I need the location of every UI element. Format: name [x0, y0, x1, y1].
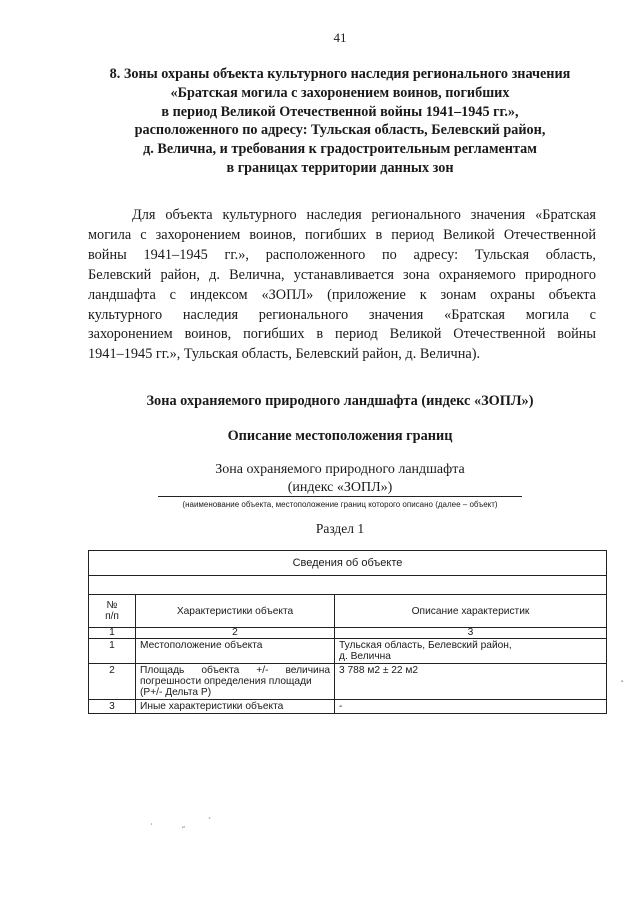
table-row [89, 700, 607, 714]
row-characteristic: Площадь объекта +/- величина погрешности определения площади (Р+/- Дельта Р) [136, 664, 335, 700]
heading-line: в период Великой Отечественной войны 1941–1945 гг.», [161, 103, 519, 120]
table-title: Сведения об объекте [89, 551, 607, 576]
row-number: 3 [89, 700, 136, 714]
row-description: Тульская область, Белевский район, д. Велична [335, 639, 607, 664]
paragraph-line: Для объекта культурного наследия регионального значения «Братская [132, 207, 596, 223]
section-heading [80, 65, 600, 178]
heading-line: 8. Зоны охраны объекта культурного наследия регионального значения [109, 66, 571, 82]
heading-line: д. Велична, и требования к градостроительным регламентам [143, 141, 537, 158]
scan-speck: ˛ [621, 672, 624, 682]
row-characteristic: Иные характеристики объекта [136, 700, 335, 714]
column-header-characteristic: Характеристики объекта [136, 595, 335, 628]
column-number: 2 [136, 628, 335, 639]
page-number: 41 [333, 30, 347, 45]
boundary-description-subheading: Описание местоположения границ [227, 428, 453, 444]
paragraph-line: Белевский район, д. Велична, устанавливается зона охраняемого природного [88, 266, 596, 283]
zone-name [160, 461, 520, 497]
scan-speck: ˝ [182, 825, 185, 835]
row-description: - [335, 700, 607, 714]
heading-line: в границах территории данных зон [226, 159, 454, 176]
zone-name-line: (индекс «ЗОПЛ») [287, 480, 393, 495]
zone-name-underline [158, 496, 522, 497]
table-header-row [89, 595, 607, 628]
row-characteristic: Местоположение объекта [136, 639, 335, 664]
table-title-row [89, 551, 607, 576]
object-info-table [88, 550, 607, 714]
row-number: 1 [89, 639, 136, 664]
column-header-description: Описание характеристик [335, 595, 607, 628]
scan-speck: ˊ [208, 816, 211, 826]
table-row [89, 664, 607, 700]
zone-caption: (наименование объекта, местоположение границ которого описано (далее – объект) [182, 500, 498, 509]
paragraph-line: войны 1941–1945 гг.», расположенного по адресу: Тульская область, [88, 246, 596, 263]
heading-line: «Братская могила с захоронением воинов, погибших [170, 84, 510, 101]
column-number: 3 [335, 628, 607, 639]
paragraph-line: могила с захоронением воинов, погибших в период Великой Отечественной [88, 226, 596, 243]
section-label: Раздел 1 [315, 521, 365, 536]
column-number: 1 [89, 628, 136, 639]
column-header-num: № п/п [89, 595, 136, 628]
row-description: 3 788 м2 ± 22 м2 [335, 664, 607, 700]
scan-speck: ˙ [150, 822, 153, 832]
paragraph-line: культурного наследия регионального значения «Братская могила с [88, 306, 596, 323]
heading-line: расположенного по адресу: Тульская область, Белевский район, [134, 122, 546, 139]
zone-subheading: Зона охраняемого природного ландшафта (индекс «ЗОПЛ») [146, 393, 534, 409]
body-paragraph [88, 206, 596, 365]
table-row [89, 639, 607, 664]
paragraph-line: ландшафта с индексом «ЗОПЛ» (приложение к зонам охраны объекта [88, 286, 596, 303]
zone-name-line: Зона охраняемого природного ландшафта [215, 462, 465, 477]
column-number-row [89, 628, 607, 639]
paragraph-line: захоронением воинов, погибших в период Великой Отечественной войны [88, 326, 596, 343]
table-blank-row [89, 576, 607, 595]
paragraph-line: 1941–1945 гг.», Тульская область, Белевский район, д. Велична). [88, 346, 481, 363]
row-number: 2 [89, 664, 136, 700]
